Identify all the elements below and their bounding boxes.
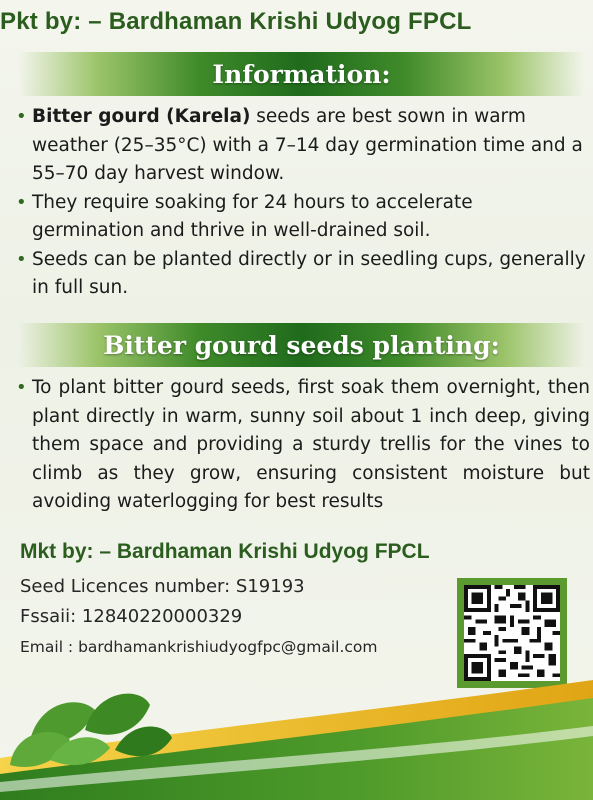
information-bullet xyxy=(14,189,590,246)
bullet-text: seeds are best sown in warm weather (25–35°C) with a 7–14 day germination time and a 55–70 day harvest window. xyxy=(32,106,583,184)
contact-block xyxy=(20,540,460,662)
bullet-text: Seeds can be planted directly or in seedling cups, generally in full sun. xyxy=(32,248,586,298)
bullet-text: They require soaking for 24 hours to accelerate germination and thrive in well-drained soil. xyxy=(32,191,473,241)
information-bullet xyxy=(14,246,590,303)
planting-list xyxy=(14,374,590,517)
bullet-text: To plant bitter gourd seeds, first soak them overnight, then plant directly in warm, sunny soil about 1 inch deep, giving them space and providing a sturdy trellis for the vines to climb as they grow, ensuring consistent moisture but avoiding waterlogging for best results xyxy=(32,377,590,512)
bullet-bold-text: Bitter gourd (Karela) xyxy=(32,106,251,127)
planting-bullet xyxy=(14,374,590,517)
fssai-number: Fssaii: 12840220000329 xyxy=(20,606,243,627)
leaf-swoosh-footer xyxy=(0,670,593,800)
email-address[interactable]: Email : bardhamankrishiudyogfpc@gmail.com xyxy=(20,638,378,656)
planting-title-band xyxy=(18,323,585,367)
marketed-by-heading: Mkt by: – Bardhaman Krishi Udyog FPCL xyxy=(20,540,430,563)
information-list xyxy=(14,103,590,303)
packed-by-heading: Pkt by: – Bardhaman Krishi Udyog FPCL xyxy=(0,8,472,35)
information-title-band xyxy=(18,52,585,96)
information-bullet xyxy=(14,103,590,189)
planting-title: Bitter gourd seeds planting: xyxy=(103,330,500,360)
information-title: Information: xyxy=(212,59,391,89)
seed-licence-number: Seed Licences number: S19193 xyxy=(20,576,305,597)
qr-code-graphic xyxy=(464,585,560,681)
